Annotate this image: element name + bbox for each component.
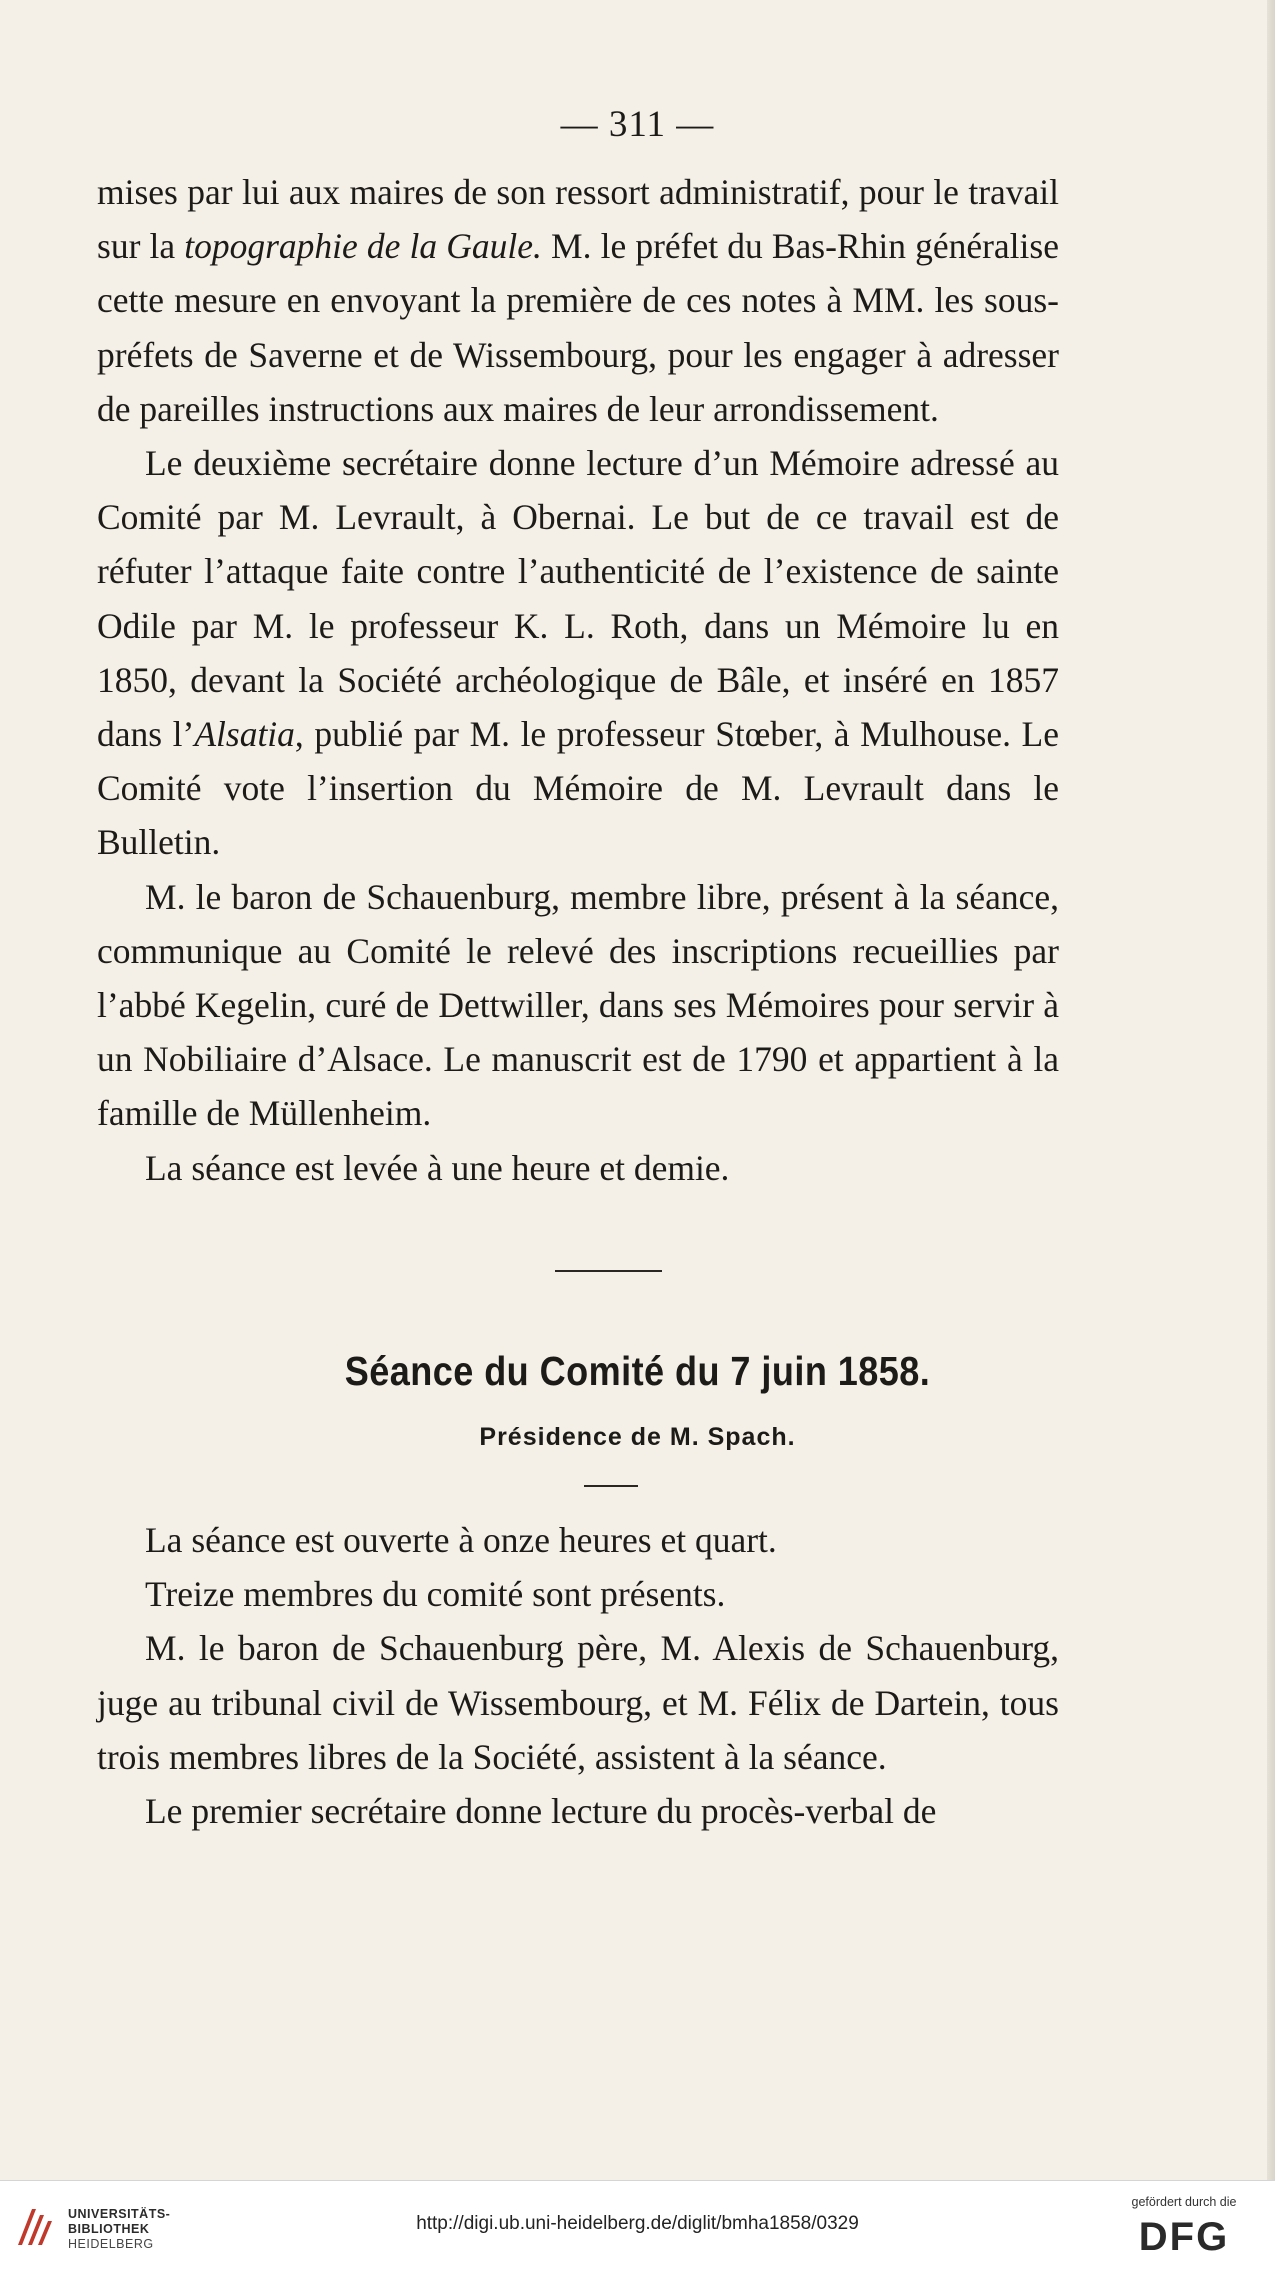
page-number: — 311 — xyxy=(560,104,715,145)
paragraph-levrault-memoir: Le deuxième secrétaire donne lecture d’un Mémoire adressé au Comité par M. Levrault, à Obernai. Le but de ce travail est de réfuter l’attaque faite contre l’authenticité de l’existence de sainte Odile par M. le professeur K. L. Roth, dans un Mémoire lu en 1850, devant la Société archéologique de Bâle, et inséré en 1857 dans l’Alsatia, publié par M. le professeur Stœber, à Mulhouse. Le Comité vote l’insertion du Mémoire de M. Levrault dans le Bulletin. xyxy=(97,443,1059,863)
paragraph-continuation: mises par lui aux maires de son ressort administratif, pour le travail sur la topographie de la Gaule. M. le préfet du Bas-Rhin généralise cette mesure en envoyant la première de ces notes à MM. les sous-préfets de Saverne et de Wissembourg, pour les engager à adresser de pareilles instructions aux maires de leur arrondissement. xyxy=(97,172,1059,429)
text-block-upper xyxy=(97,165,1059,1195)
paragraph-adjourned: La séance est levée à une heure et demie. xyxy=(145,1147,730,1188)
paragraph-members: M. le baron de Schauenburg père, M. Alexis de Schauenburg, juge au tribunal civil de Wissembourg, et M. Félix de Dartein, tous trois membres libres de la Société, assistent à la séance. xyxy=(97,1628,1059,1777)
text-block-lower xyxy=(97,1513,1059,1838)
paragraph-attendance: Treize membres du comité sont présents. xyxy=(145,1574,726,1615)
heading-divider xyxy=(584,1485,638,1487)
dfg-logo: DFG xyxy=(1138,2215,1230,2259)
library-name: UNIVERSITÄTS- BIBLIOTHEK HEIDELBERG xyxy=(68,2207,171,2251)
presidency-line: Présidence de M. Spach. xyxy=(479,1423,796,1451)
digitization-footer xyxy=(0,2180,1275,2272)
paragraph-schauenburg: M. le baron de Schauenburg, membre libre, présent à la séance, communique au Comité le relevé des inscriptions recueillies par l’abbé Kegelin, curé de Dettwiller, dans ses Mémoires pour servir à un Nobiliaire d’Alsace. Le manuscrit est de 1790 et appartient à la famille de Müllenheim. xyxy=(97,876,1059,1134)
session-heading: Séance du Comité du 7 juin 1858. xyxy=(344,1348,931,1394)
paragraph-opening: La séance est ouverte à onze heures et quart. xyxy=(145,1520,777,1560)
paragraph-minutes: Le premier secrétaire donne lecture du procès-verbal de xyxy=(145,1791,937,1832)
section-divider xyxy=(555,1270,662,1272)
funded-by-label: gefördert durch die xyxy=(1131,2195,1237,2209)
permalink-url[interactable]: http://digi.ub.uni-heidelberg.de/diglit/bmha1858/0329 xyxy=(416,2213,859,2234)
page-edge xyxy=(1267,0,1275,2180)
